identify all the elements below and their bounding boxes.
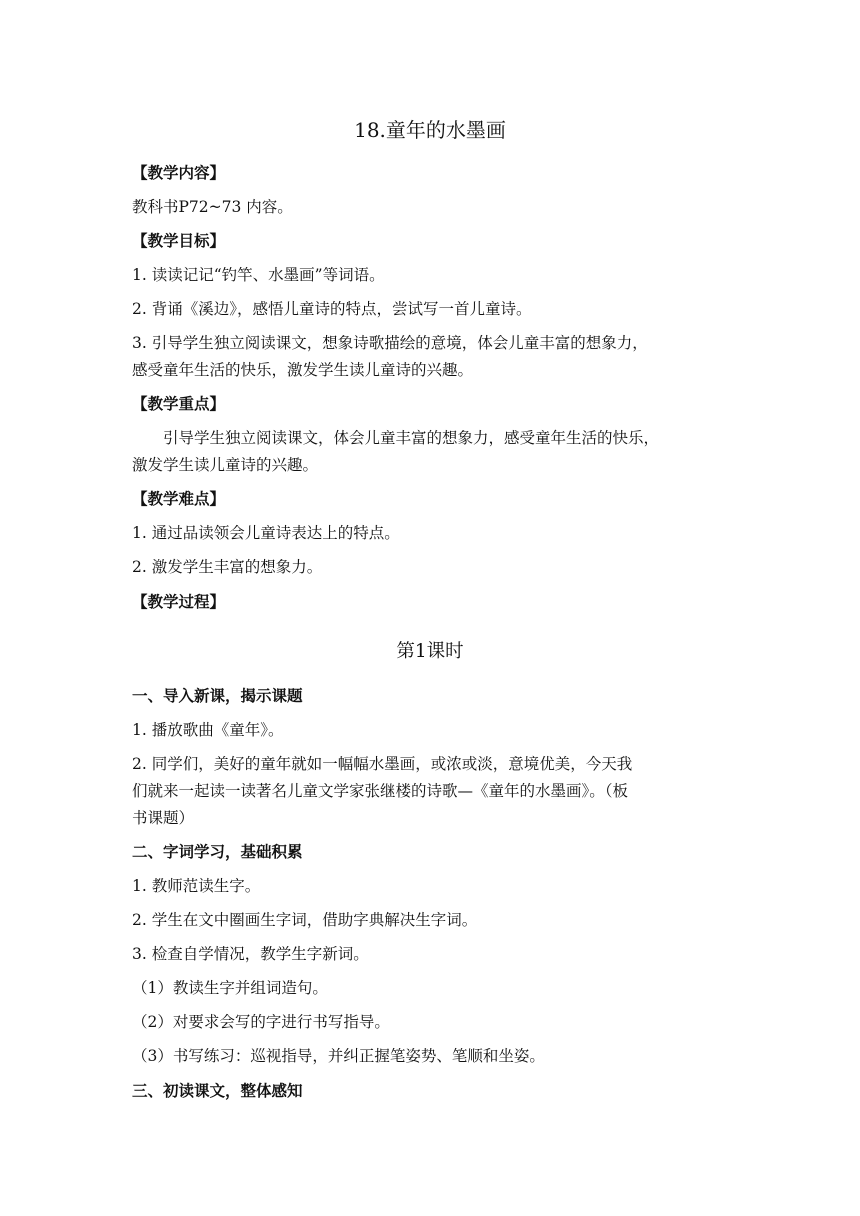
objective-item-3: 3. 引导学生独立阅读课文，想象诗歌描绘的意境，体会儿童丰富的想象力，: [132, 334, 648, 352]
part2-heading: 二、字词学习，基础积累: [132, 843, 303, 861]
part2-subitem-1: （1）教读生字并组词造句。: [132, 979, 328, 997]
difficulty-item-1: 1. 通过品读领会儿童诗表达上的特点。: [132, 524, 400, 542]
keypoint-line-2: 激发学生读儿童诗的兴趣。: [132, 456, 319, 474]
part1-heading: 一、导入新课，揭示课题: [132, 687, 303, 705]
lesson-title: 第1课时: [396, 641, 464, 662]
part1-item-1: 1. 播放歌曲《童年》。: [132, 721, 284, 739]
keypoint-line-1: 引导学生独立阅读课文，体会儿童丰富的想象力，感受童年生活的快乐，: [132, 429, 660, 447]
section-heading-process: 【教学过程】: [132, 593, 226, 611]
part2-item-1: 1. 教师范读生字。: [132, 877, 261, 895]
section-heading-difficulties: 【教学难点】: [132, 490, 226, 508]
section-heading-keypoints: 【教学重点】: [132, 395, 226, 413]
section-heading-objectives: 【教学目标】: [132, 232, 226, 250]
page-title: 18.童年的水墨画: [354, 118, 506, 142]
objective-item-1: 1. 读读记记“钓竿、水墨画”等词语。: [132, 266, 385, 284]
part2-subitem-2: （2）对要求会写的字进行书写指导。: [132, 1013, 390, 1031]
objective-item-3-cont: 感受童年生活的快乐，激发学生读儿童诗的兴趣。: [132, 361, 474, 379]
part2-item-2: 2. 学生在文中圈画生字词，借助字典解决生字词。: [132, 911, 478, 929]
content-line: 教科书P72~73 内容。: [132, 198, 293, 216]
objective-item-2: 2. 背诵《溪边》，感悟儿童诗的特点，尝试写一首儿童诗。: [132, 300, 532, 318]
difficulty-item-2: 2. 激发学生丰富的想象力。: [132, 558, 323, 576]
part1-item-2-cont: 们就来一起读一读著名儿童文学家张继楼的诗歌—《童年的水墨画》。（板: [132, 782, 629, 800]
section-heading-content: 【教学内容】: [132, 164, 226, 182]
part3-heading: 三、初读课文，整体感知: [132, 1082, 303, 1100]
part2-subitem-3: （3）书写练习：巡视指导，并纠正握笔姿势、笔顺和坐姿。: [132, 1047, 545, 1065]
part1-item-2-cont2: 书课题）: [132, 809, 195, 827]
part1-item-2: 2. 同学们，美好的童年就如一幅幅水墨画，或浓或淡，意境优美，今天我: [132, 755, 633, 773]
part2-item-3: 3. 检查自学情况，教学生字新词。: [132, 945, 369, 963]
